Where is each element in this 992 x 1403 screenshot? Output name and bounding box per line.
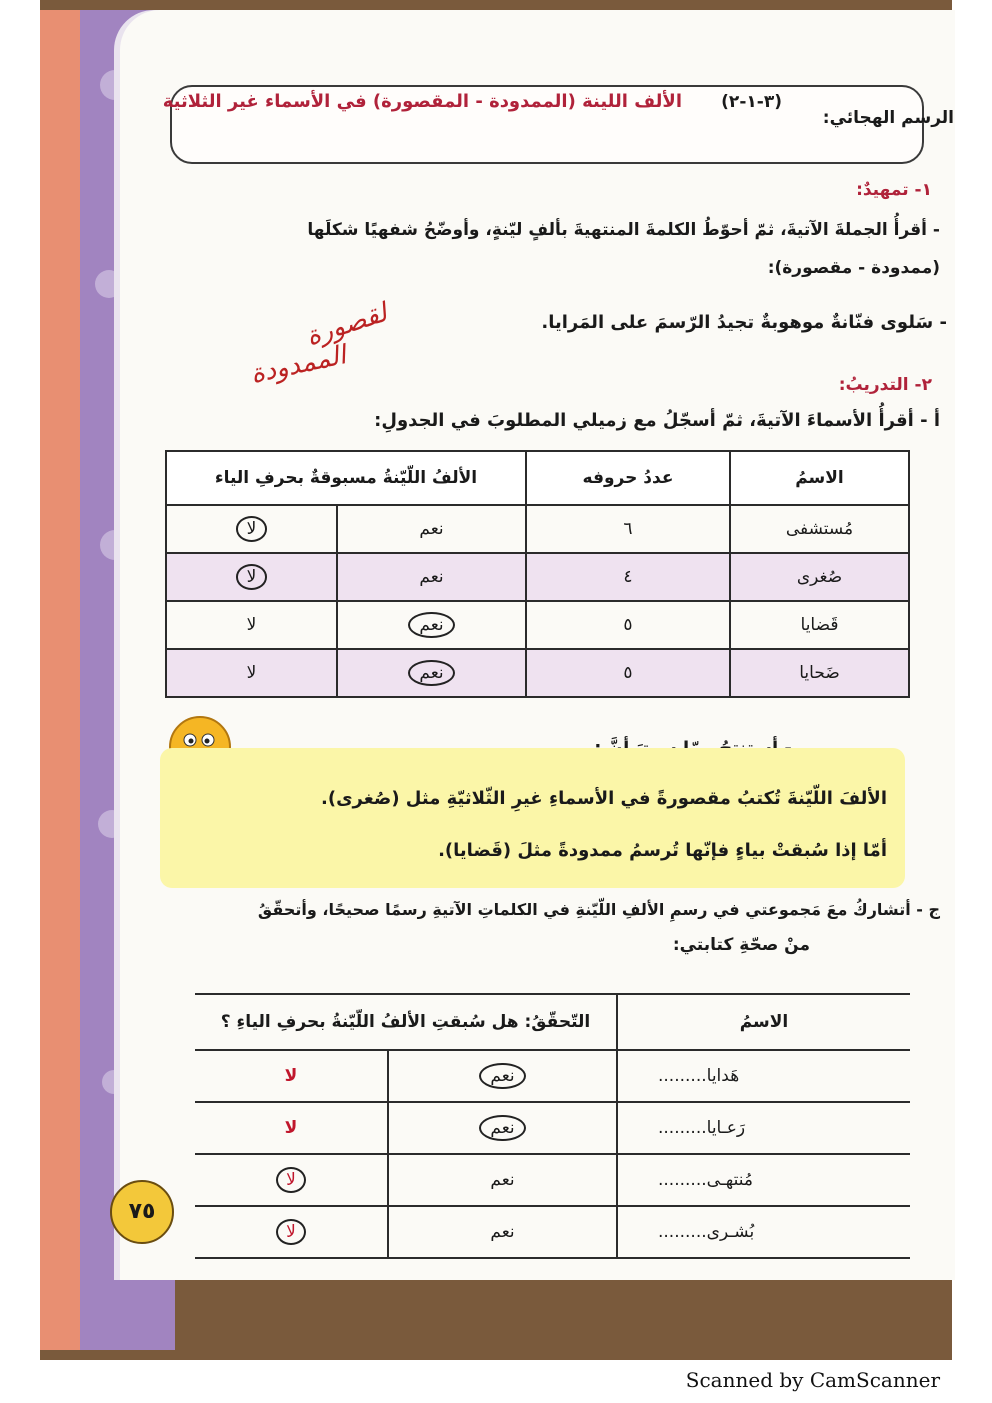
- table1-cell-no: [166, 553, 337, 601]
- table2-cell-no: [195, 1154, 388, 1206]
- table1-cell-yes: نعم: [337, 553, 526, 601]
- circled-answer: لا: [276, 1167, 306, 1193]
- table2-cell-no: لا: [195, 1050, 388, 1102]
- table-row: [195, 1154, 910, 1206]
- table1-cell-count: ٥: [526, 649, 730, 697]
- header-label: الرسم الهجائي:: [822, 108, 954, 128]
- section1-instruction: - أقرأُ الجملةَ الآتيةَ، ثمّ أحوّطُ الكلمةَ المنتهيةَ بألفٍ ليّنةٍ، وأوضّحُ شفهيًا شكلَها: [307, 220, 940, 240]
- table1-cell-yes: [337, 649, 526, 697]
- scanner-watermark: Scanned by CamScanner: [685, 1368, 940, 1392]
- check-table: [195, 993, 910, 1259]
- section1-instruction2: (ممدودة - مقصورة):: [767, 258, 940, 278]
- table1-cell-yes: نعم: [337, 505, 526, 553]
- circled-answer: نعم: [408, 612, 454, 638]
- section2-instruction: أ - أقرأُ الأسماءَ الآتيةَ، ثمّ أسجّلُ مع زميلي المطلوبَ في الجدولِ:: [374, 410, 940, 431]
- header-code: (٣-١-٢): [721, 92, 782, 112]
- table-row: [166, 649, 909, 697]
- section1-heading: ١- تمهيدٌ:: [856, 180, 932, 200]
- table-row: [195, 1102, 910, 1154]
- conclusion-box: [160, 748, 905, 888]
- table1-cell-no: لا: [166, 649, 337, 697]
- table1-cell-count: ٥: [526, 601, 730, 649]
- table2-cell-no: [195, 1206, 388, 1258]
- table1-header-name: الاسمُ: [730, 451, 909, 505]
- table1-cell-count: ٤: [526, 553, 730, 601]
- table1-cell-name: قَضايا: [730, 601, 909, 649]
- table1-cell-name: ضَحايا: [730, 649, 909, 697]
- circled-answer: نعم: [479, 1063, 525, 1089]
- conclusion-line2: أمّا إذا سُبقتْ بياءٍ فإنّها تُرسمُ ممدودةً مثلَ (قَضايا).: [438, 840, 887, 861]
- letters-table: [165, 450, 910, 698]
- table1-cell-count: ٦: [526, 505, 730, 553]
- section3-instruction2: منْ صحّةِ كتابتي:: [672, 935, 810, 955]
- section1-sentence: - سَلوى فنّانةٌ موهوبةٌ تجيدُ الرّسمَ على المَرايا.: [541, 312, 947, 333]
- table-row: [195, 1050, 910, 1102]
- table1-cell-name: مُستشفى: [730, 505, 909, 553]
- table1-cell-name: صُغرى: [730, 553, 909, 601]
- circled-answer: لا: [276, 1219, 306, 1245]
- table-row: [166, 601, 909, 649]
- table1-cell-yes: [337, 601, 526, 649]
- table2-cell-name: هَدايا.........: [617, 1050, 910, 1102]
- circled-answer: نعم: [479, 1115, 525, 1141]
- conclusion-line1: الألفَ اللّيّنةَ تُكتبُ مقصورةً في الأسماءِ غيرِ الثّلاثيّةِ مثل (صُغرى).: [321, 788, 887, 809]
- table1-header-preceded: الألفُ اللّيّنةُ مسبوقةٌ بحرفِ الياء: [166, 451, 526, 505]
- table2-cell-name: مُنتهـى.........: [617, 1154, 910, 1206]
- table-row: [166, 505, 909, 553]
- table2-cell-yes: نعم: [388, 1154, 617, 1206]
- circled-answer: لا: [236, 564, 268, 590]
- page-number: ٧٥: [110, 1180, 174, 1244]
- handwriting-note-1: لقصورة: [302, 297, 391, 353]
- table2-cell-yes: نعم: [388, 1206, 617, 1258]
- table1-cell-no: [166, 505, 337, 553]
- circled-answer: لا: [236, 516, 268, 542]
- header-title: الألف اللينة (الممدودة - المقصورة) في الأسماء غير الثلاثية: [162, 91, 682, 112]
- table2-cell-yes: [388, 1102, 617, 1154]
- section3-instruction: ج - أتشاركُ معَ مَجموعتي في رسمِ الألفِ اللّيّنةِ في الكلماتِ الآتيةِ رسمًا صحيحًا، وأتحقّقُ: [257, 900, 940, 919]
- table-row: [195, 1206, 910, 1258]
- handwriting-note-2: الممدودة: [247, 340, 349, 390]
- table1-cell-no: لا: [166, 601, 337, 649]
- table1-header-count: عددُ حروفه: [526, 451, 730, 505]
- table2-cell-name: بُشـرى.........: [617, 1206, 910, 1258]
- table2-header-name: الاسمُ: [617, 994, 910, 1050]
- table2-cell-no: لا: [195, 1102, 388, 1154]
- table-row: [166, 553, 909, 601]
- circled-answer: نعم: [408, 660, 454, 686]
- section2-heading: ٢- التدريبُ:: [838, 375, 932, 395]
- table2-header-check: التّحقّقُ: هل سُبقتِ الألفُ اللّيّنةُ بحرفِ الياءِ ؟: [195, 994, 617, 1050]
- table2-cell-yes: [388, 1050, 617, 1102]
- table2-cell-name: رَعـايا.........: [617, 1102, 910, 1154]
